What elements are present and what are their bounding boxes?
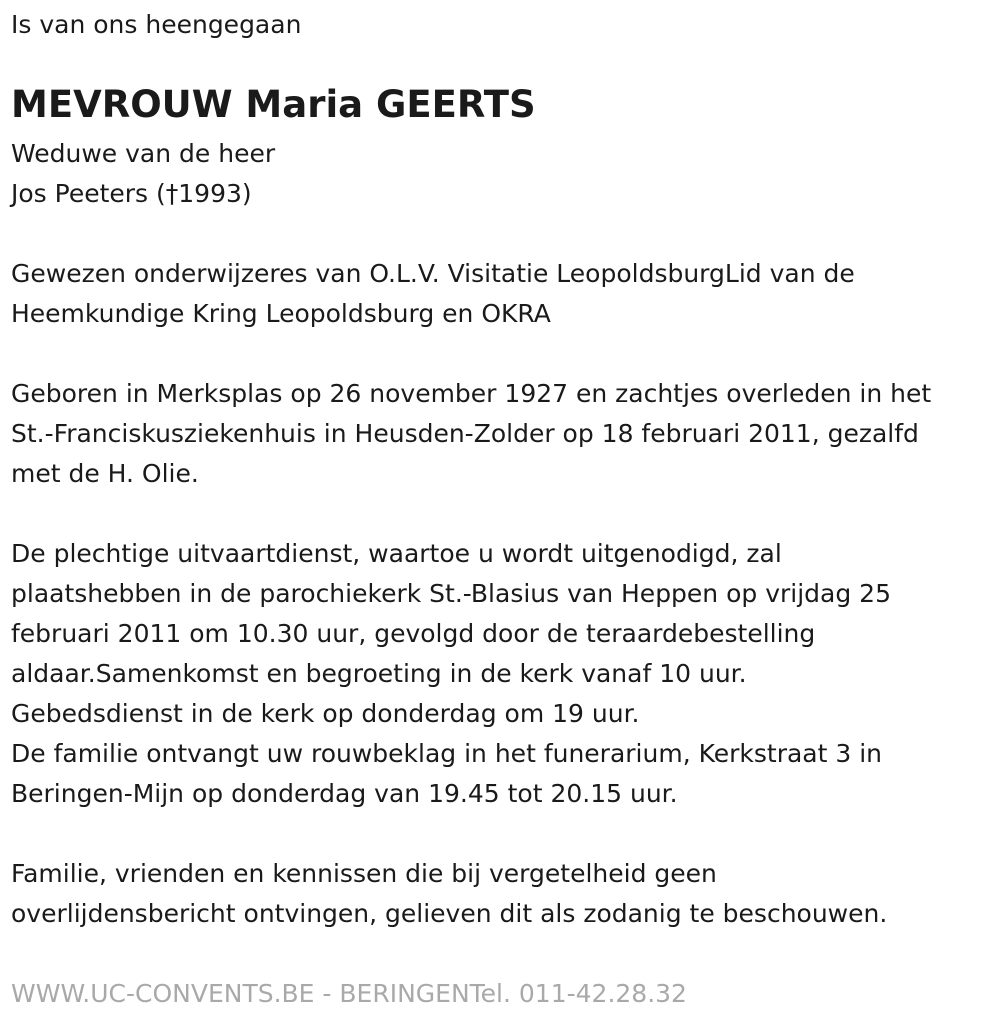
footer-contact: WWW.UC-CONVENTS.BE - BERINGENTel. 011-42.28.32 [11, 979, 687, 1008]
closing-line: Familie, vrienden en kennissen die bij vergetelheid geen [11, 859, 717, 888]
service-line: De plechtige uitvaartdienst, waartoe u wordt uitgenodigd, zal [11, 539, 782, 568]
birth-death-paragraph [11, 374, 931, 494]
service-line: Beringen-Mijn op donderdag van 19.45 tot 20.15 uur. [11, 779, 678, 808]
spouse-block [11, 134, 275, 214]
spouse-line: Weduwe van de heer [11, 139, 276, 168]
occupation-line: Heemkundige Kring Leopoldsburg en OKRA [11, 299, 551, 328]
service-paragraph [11, 534, 891, 814]
deceased-name: MEVROUW Maria GEERTS [11, 83, 536, 126]
spouse-line: Jos Peeters (†1993) [11, 179, 252, 208]
birth-death-line: met de H. Olie. [11, 459, 199, 488]
intro-text: Is van ons heengegaan [11, 10, 302, 39]
service-line: De familie ontvangt uw rouwbeklag in het funerarium, Kerkstraat 3 in [11, 739, 883, 768]
service-line: plaatshebben in de parochiekerk St.-Blasius van Heppen op vrijdag 25 [11, 579, 891, 608]
occupation-paragraph [11, 254, 855, 334]
service-line: februari 2011 om 10.30 uur, gevolgd door de teraardebestelling [11, 619, 816, 648]
service-line: Gebedsdienst in de kerk op donderdag om 19 uur. [11, 699, 640, 728]
birth-death-line: Geboren in Merksplas op 26 november 1927 en zachtjes overleden in het [11, 379, 932, 408]
closing-line: overlijdensbericht ontvingen, gelieven dit als zodanig te beschouwen. [11, 899, 888, 928]
birth-death-line: St.-Franciskusziekenhuis in Heusden-Zolder op 18 februari 2011, gezalfd [11, 419, 919, 448]
closing-paragraph [11, 854, 887, 934]
service-line: aldaar.Samenkomst en begroeting in de kerk vanaf 10 uur. [11, 659, 747, 688]
occupation-line: Gewezen onderwijzeres van O.L.V. Visitatie LeopoldsburgLid van de [11, 259, 855, 288]
